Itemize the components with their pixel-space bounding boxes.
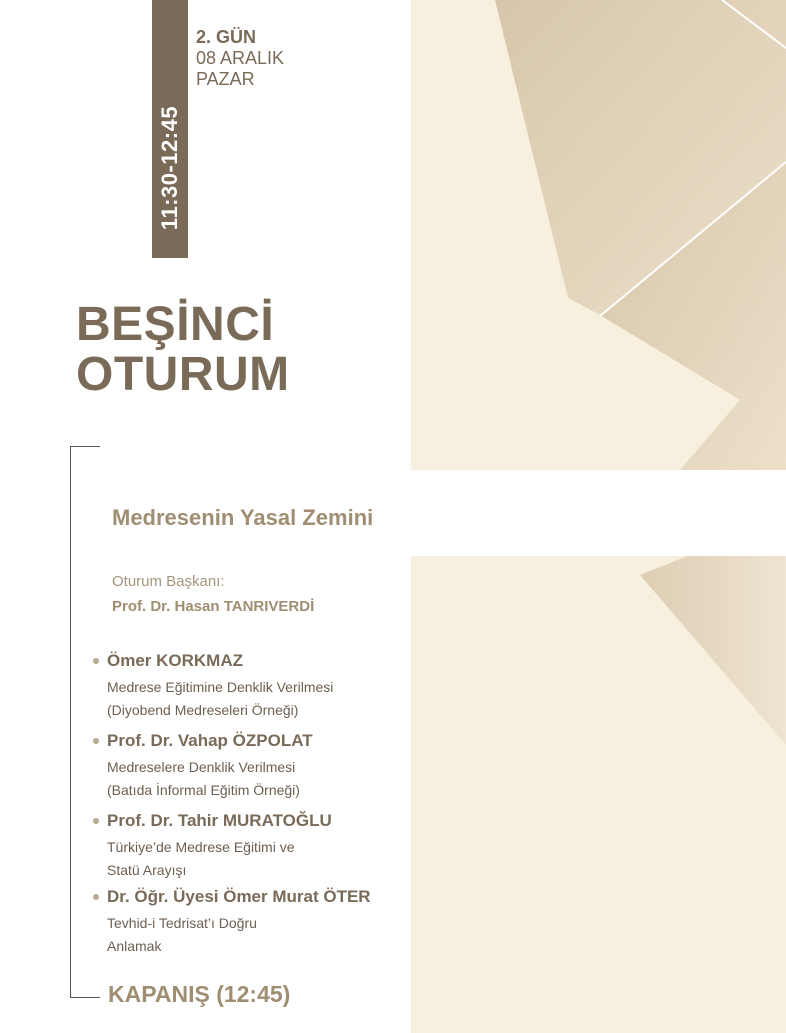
talk-title-line1: Tevhid-i Tedrisat’ı Doğru [107,915,257,931]
speaker-item [92,886,422,958]
session-title [76,300,290,400]
chair-label: Oturum Başkanı: [112,573,225,590]
talk-title-line1: Medreselere Denklik Verilmesi [107,759,296,775]
speaker-name: Ömer KORKMAZ [107,650,422,672]
bracket-line [70,446,71,998]
talk-title [107,756,422,802]
chair-name: Prof. Dr. Hasan TANRIVERDİ [112,598,315,615]
speaker-item [92,730,422,810]
closing-label: KAPANIŞ (12:45) [108,981,291,1007]
day-weekday: PAZAR [196,69,255,89]
talk-title [107,676,422,722]
day-info [196,27,284,90]
talk-title-line2: Anlamak [107,938,162,954]
day-date: 08 ARALIK [196,48,285,68]
day-label: 2. GÜN [196,27,257,47]
talk-title [107,912,422,958]
speaker-item [92,810,422,886]
session-topic: Medresenin Yasal Zemini [112,505,374,530]
bracket-bottom [70,997,100,998]
talk-title [107,836,422,882]
session-title-line2: OTURUM [76,348,290,401]
speaker-name: Prof. Dr. Tahir MURATOĞLU [107,810,422,832]
session-time: 11:30-12:45 [157,105,182,231]
talk-title-line2: Statü Arayışı [107,862,187,878]
talk-title-line2: (Diyobend Medreseleri Örneği) [107,702,299,718]
speaker-name: Dr. Öğr. Üyesi Ömer Murat ÖTER [107,886,422,908]
talk-title-line1: Türkiye’de Medrese Eğitimi ve [107,839,295,855]
talk-title-line1: Medrese Eğitimine Denklik Verilmesi [107,679,334,695]
speaker-list [92,650,422,958]
bracket-top [70,446,100,447]
speaker-name: Prof. Dr. Vahap ÖZPOLAT [107,730,422,752]
session-title-line1: BEŞİNCİ [76,298,275,351]
talk-title-line2: (Batıda İnformal Eğitim Örneği) [107,782,300,798]
speaker-item [92,650,422,730]
